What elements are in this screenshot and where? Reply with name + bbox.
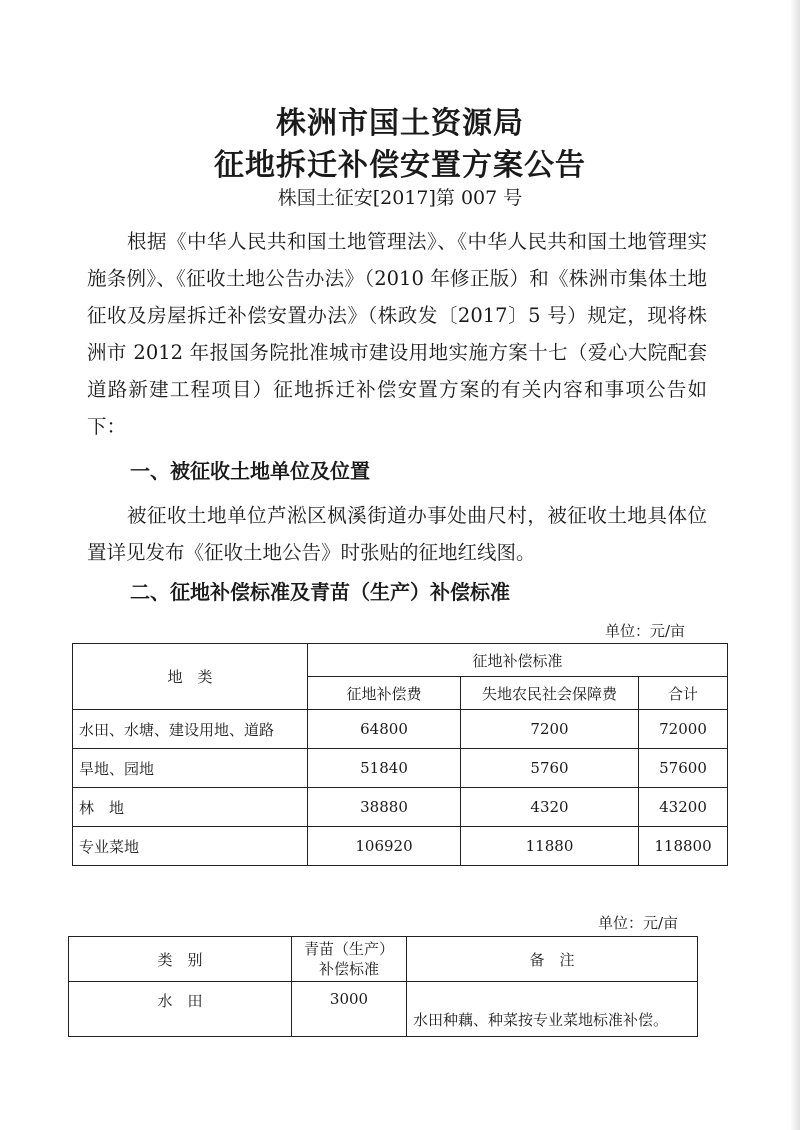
header-note: 备 注 bbox=[407, 937, 698, 982]
header-crop-standard-line2: 补偿标准 bbox=[318, 960, 379, 978]
note-cell: 水田种藕、种菜按专业菜地标准补偿。 bbox=[407, 982, 698, 1037]
comp-cell: 106920 bbox=[308, 827, 461, 866]
table-row bbox=[69, 982, 698, 1037]
land-compensation-table bbox=[72, 643, 728, 866]
section1-paragraph: 被征收土地单位芦淞区枫溪街道办事处曲尺村，被征收土地具体位置详见发布《征收土地公告》时张贴的征地红线图。 bbox=[87, 504, 707, 564]
table-row bbox=[73, 749, 728, 788]
standard-cell: 3000 bbox=[292, 982, 407, 1037]
comp-cell: 64800 bbox=[308, 710, 461, 749]
agency-title: 株洲市国土资源局 bbox=[276, 106, 524, 141]
header-compensation-fee: 征地补偿费 bbox=[308, 677, 461, 710]
comp-cell: 38880 bbox=[308, 788, 461, 827]
total-cell: 118800 bbox=[639, 827, 728, 866]
header-land-type: 地 类 bbox=[73, 644, 308, 710]
land-type-cell: 水田、水塘、建设用地、道路 bbox=[73, 710, 308, 749]
section2-heading: 二、征地补偿标准及青苗（生产）补偿标准 bbox=[130, 580, 510, 604]
notice-title: 征地拆迁补偿安置方案公告 bbox=[214, 148, 586, 183]
social-cell: 7200 bbox=[461, 710, 639, 749]
social-cell: 4320 bbox=[461, 788, 639, 827]
header-total: 合计 bbox=[639, 677, 728, 710]
scan-edge-shadow bbox=[790, 0, 800, 1130]
header-social-security-fee: 失地农民社会保障费 bbox=[461, 677, 639, 710]
header-crop-standard-line1: 青苗（生产） bbox=[303, 940, 394, 958]
table-row bbox=[73, 827, 728, 866]
table2-unit: 单位：元/亩 bbox=[598, 914, 679, 932]
land-type-cell: 旱地、园地 bbox=[73, 749, 308, 788]
document-number: 株国土征安[2017]第 007 号 bbox=[277, 187, 523, 209]
crop-compensation-table bbox=[68, 936, 698, 1037]
comp-cell: 51840 bbox=[308, 749, 461, 788]
section1-heading: 一、被征收土地单位及位置 bbox=[130, 459, 370, 483]
table1-unit: 单位：元/亩 bbox=[605, 622, 686, 640]
total-cell: 57600 bbox=[639, 749, 728, 788]
intro-paragraph: 根据《中华人民共和国土地管理法》、《中华人民共和国土地管理实施条例》、《征收土地公告办法》（2010 年修正版）和《株洲市集体土地征收及房屋拆迁补偿安置办法》（株政发〔2017〕5 号）规定，现将株洲市 2012 年报国务院批准城市建设用地实施方案十七（爱心大院配套道路新建工程项目）征地拆迁补偿安置方案的有关内容和事项公告如下： bbox=[87, 230, 707, 438]
total-cell: 72000 bbox=[639, 710, 728, 749]
social-cell: 11880 bbox=[461, 827, 639, 866]
header-crop-standard bbox=[292, 937, 407, 982]
table-row bbox=[73, 710, 728, 749]
table-header-row bbox=[69, 937, 698, 982]
table-header-row bbox=[73, 644, 728, 677]
header-category: 类 别 bbox=[69, 937, 292, 982]
table-row bbox=[73, 788, 728, 827]
land-type-cell: 专业菜地 bbox=[73, 827, 308, 866]
category-cell: 水 田 bbox=[69, 982, 292, 1037]
social-cell: 5760 bbox=[461, 749, 639, 788]
land-type-cell: 林 地 bbox=[73, 788, 308, 827]
header-compensation-standard: 征地补偿标准 bbox=[308, 644, 728, 677]
total-cell: 43200 bbox=[639, 788, 728, 827]
